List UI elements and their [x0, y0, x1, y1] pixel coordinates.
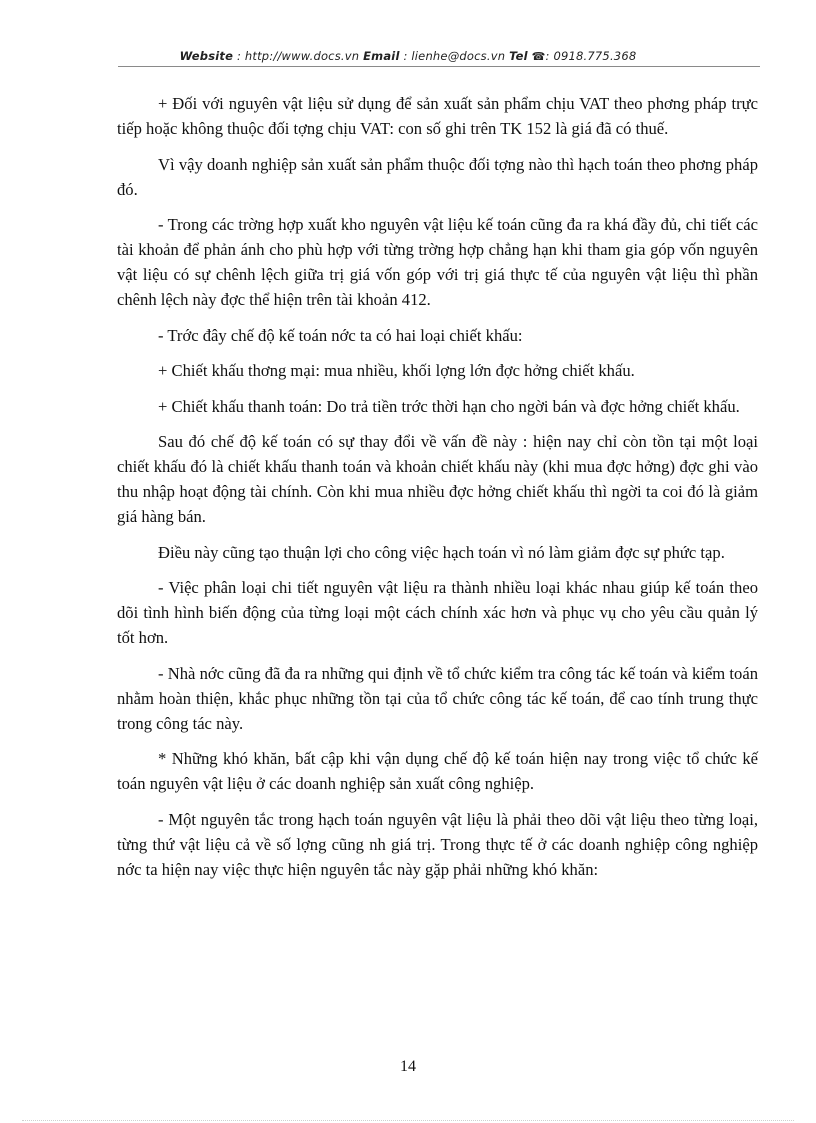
page-header	[0, 49, 816, 63]
telephone-icon: ☎	[531, 50, 546, 63]
paragraph: Vì vậy doanh nghiệp sản xuất sản phẩm thuộc đối tợng nào thì hạch toán theo phơng pháp đó.	[117, 154, 758, 199]
website-url[interactable]: : http://www.docs.vn	[236, 49, 360, 63]
page-bottom-border	[22, 1120, 794, 1121]
paragraph: + Đối với nguyên vật liệu sử dụng để sản xuất sản phẩm chịu VAT theo phơng pháp trực tiếp hoặc không thuộc đối tợng chịu VAT: con số ghi trên TK 152 là giá đã có thuế.	[117, 94, 758, 138]
paragraph: * Những khó khăn, bất cập khi vận dụng chế độ kế toán hiện nay trong việc tổ chức kế toán nguyên vật liệu ở các doanh nghiệp sản xuất công nghiệp.	[117, 749, 758, 793]
paragraph: - Một nguyên tắc trong hạch toán nguyên vật liệu là phải theo dõi vật liệu theo từng loại, từng thứ vật liệu cả về số lợng cũng nh giá trị. Trong thực tế ở các doanh nghiệp công nghiệp nớc ta hiện nay việc thực hiện nguyên tắc này gặp phải những khó khăn:	[117, 809, 758, 879]
paragraph: - Việc phân loại chi tiết nguyên vật liệu ra thành nhiều loại khác nhau giúp kế toán theo dõi tình hình biến động của từng loại một cách chính xác hơn và phục vụ cho yêu cầu quản lý tốt hơn.	[117, 578, 758, 647]
paragraph: - Nhà nớc cũng đã đa ra những qui định về tổ chức kiểm tra công tác kế toán và kiểm toán nhằm hoàn thiện, khắc phục những tồn tại của tổ chức công tác kế toán, để cao tính trung thực trong công tác này.	[117, 663, 758, 733]
paragraph: - Trong các trờng hợp xuất kho nguyên vật liệu kế toán cũng đa ra khá đầy đủ, chi tiết các tài khoản để phản ánh cho phù hợp với từng trờng hợp chẳng hạn khi tham gia góp vốn nguyên vật liệu có sự chênh lệch giữa trị giá vốn góp với trị giá thực tế của nguyên vật liệu thì phần chênh lệch này đợc thể hiện trên tài khoản 412.	[117, 215, 758, 309]
header-divider	[118, 66, 760, 67]
paragraph: - Trớc đây chế độ kế toán nớc ta có hai loại chiết khấu:	[158, 325, 523, 345]
paragraph: + Chiết khấu thơng mại: mua nhiều, khối lợng lớn đợc hởng chiết khấu.	[158, 361, 635, 380]
page-number: 14	[400, 1058, 416, 1075]
paragraph: Điều này cũng tạo thuận lợi cho công việc hạch toán vì nó làm giảm đợc sự phức tạp.	[158, 542, 725, 562]
paragraph: + Chiết khấu thanh toán: Do trả tiền trớc thời hạn cho ngời bán và đợc hởng chiết khấu.	[158, 396, 740, 416]
email-label: Email	[363, 49, 400, 63]
tel-number: : 0918.775.368	[545, 49, 637, 63]
email-address[interactable]: : lienhe@docs.vn	[403, 49, 506, 63]
website-label: Website	[179, 49, 234, 63]
paragraph: Sau đó chế độ kế toán có sự thay đổi về vấn đề này : hiện nay chỉ còn tồn tại một loại chiết khấu đó là chiết khấu thanh toán và khoản chiết khấu này (khi mua đợc hởng) đợc ghi vào thu nhập hoạt động tài chính. Còn khi mua nhiều đợc hởng chiết khấu thì ngời ta coi đó là giảm giá hàng bán.	[117, 432, 758, 526]
tel-label: Tel	[509, 49, 528, 63]
document-body	[117, 91, 758, 892]
